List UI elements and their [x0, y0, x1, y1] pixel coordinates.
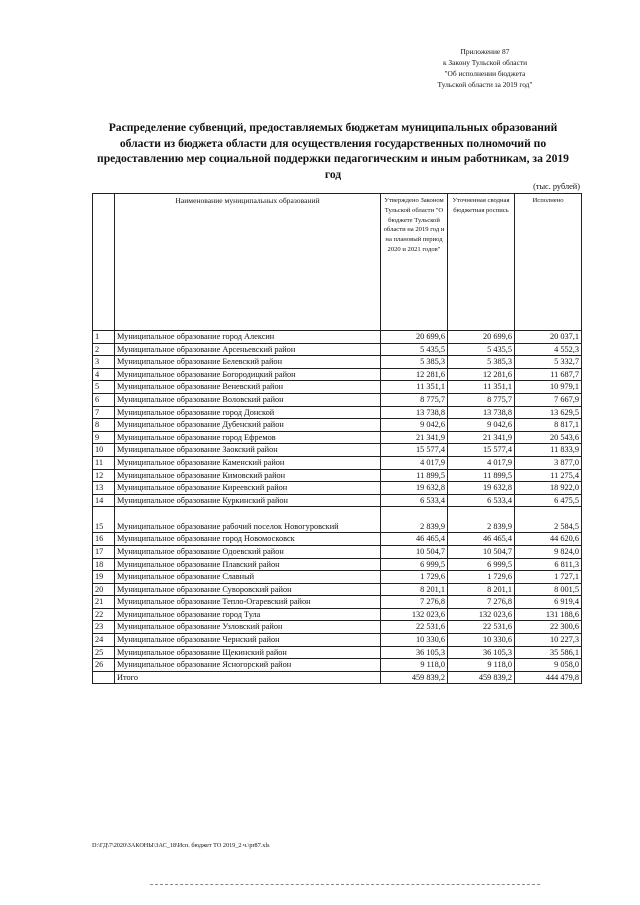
row-refined: 21 341,9	[448, 431, 515, 444]
row-index: 2	[93, 343, 115, 356]
row-approved: 15 577,4	[381, 444, 448, 457]
row-refined: 46 465,4	[448, 533, 515, 546]
row-name: Муниципальное образование город Алексин	[115, 331, 381, 344]
table-row	[93, 558, 582, 571]
row-approved: 22 531,6	[381, 621, 448, 634]
table-row	[93, 659, 582, 672]
row-index: 10	[93, 444, 115, 457]
row-name: Муниципальное образование Узловский район	[115, 621, 381, 634]
row-index: 16	[93, 533, 115, 546]
row-refined: 36 105,3	[448, 646, 515, 659]
row-name: Муниципальное образование город Тула	[115, 608, 381, 621]
appendix-line: Приложение 87	[460, 47, 510, 56]
row-executed: 3 877,0	[515, 456, 582, 469]
row-refined: 6 999,5	[448, 558, 515, 571]
row-name: Муниципальное образование Одоевский район	[115, 545, 381, 558]
table-header-row	[93, 194, 582, 331]
appendix-block	[400, 46, 570, 90]
row-name: Муниципальное образование Щекинский район	[115, 646, 381, 659]
units-label: (тыс. рублей)	[533, 182, 580, 191]
row-refined: 9 118,0	[448, 659, 515, 672]
row-refined: 1 729,6	[448, 571, 515, 584]
row-approved: 1 729,6	[381, 571, 448, 584]
row-approved: 8 201,1	[381, 583, 448, 596]
total-label: Итого	[115, 671, 381, 684]
row-executed: 35 586,1	[515, 646, 582, 659]
row-executed: 5 332,7	[515, 356, 582, 369]
row-refined: 2 839,9	[448, 507, 515, 533]
row-index: 24	[93, 634, 115, 647]
total-refined: 459 839,2	[448, 671, 515, 684]
table-row	[93, 419, 582, 432]
table-row	[93, 356, 582, 369]
row-index: 23	[93, 621, 115, 634]
row-executed: 11 275,4	[515, 469, 582, 482]
row-approved: 9 042,6	[381, 419, 448, 432]
table-row	[93, 393, 582, 406]
row-executed: 1 727,1	[515, 571, 582, 584]
row-executed: 11 687,7	[515, 368, 582, 381]
row-approved: 46 465,4	[381, 533, 448, 546]
row-refined: 10 330,6	[448, 634, 515, 647]
row-name: Муниципальное образование Чернский район	[115, 634, 381, 647]
row-name: Муниципальное образование Славный	[115, 571, 381, 584]
row-executed: 7 667,9	[515, 393, 582, 406]
header-approved: Утверждено Законом Тульской области "О бюджете Тульской области на 2019 год и на плановый период 2020 и 2021 годов"	[381, 194, 448, 331]
row-executed: 18 922,0	[515, 482, 582, 495]
table-row	[93, 381, 582, 394]
row-index: 17	[93, 545, 115, 558]
row-index: 8	[93, 419, 115, 432]
row-name: Муниципальное образование Белевский район	[115, 356, 381, 369]
row-approved: 36 105,3	[381, 646, 448, 659]
row-index: 7	[93, 406, 115, 419]
appendix-line: к Закону Тульской области	[442, 58, 528, 67]
row-index: 14	[93, 494, 115, 507]
row-refined: 15 577,4	[448, 444, 515, 457]
row-approved: 7 276,8	[381, 596, 448, 609]
row-index: 13	[93, 482, 115, 495]
row-name: Муниципальное образование Заокский район	[115, 444, 381, 457]
row-executed: 22 300,6	[515, 621, 582, 634]
row-name: Муниципальное образование Каменский район	[115, 456, 381, 469]
total-executed: 444 479,8	[515, 671, 582, 684]
row-executed: 8 817,1	[515, 419, 582, 432]
row-name: Муниципальное образование Воловский район	[115, 393, 381, 406]
table-row	[93, 469, 582, 482]
row-approved: 21 341,9	[381, 431, 448, 444]
table-row	[93, 494, 582, 507]
table-row	[93, 634, 582, 647]
row-name: Муниципальное образование Дубенский район	[115, 419, 381, 432]
table-row	[93, 571, 582, 584]
row-index: 15	[93, 507, 115, 533]
table-row	[93, 646, 582, 659]
row-approved: 11 899,5	[381, 469, 448, 482]
row-index: 25	[93, 646, 115, 659]
header-index	[93, 194, 115, 331]
table-row	[93, 456, 582, 469]
row-executed: 13 629,5	[515, 406, 582, 419]
row-executed: 11 833,9	[515, 444, 582, 457]
row-approved: 12 281,6	[381, 368, 448, 381]
header-refined: Уточненная сводная бюджетная роспись	[448, 194, 515, 331]
table-row	[93, 507, 582, 533]
row-approved: 8 775,7	[381, 393, 448, 406]
row-name: Муниципальное образование Киреевский район	[115, 482, 381, 495]
row-name: Муниципальное образование Куркинский район	[115, 494, 381, 507]
row-refined: 8 775,7	[448, 393, 515, 406]
table-row	[93, 331, 582, 344]
appendix-line: Тульской области за 2019 год"	[437, 80, 533, 89]
row-index: 5	[93, 381, 115, 394]
row-refined: 6 533,4	[448, 494, 515, 507]
row-executed: 44 620,6	[515, 533, 582, 546]
row-name: Муниципальное образование Ясногорский район	[115, 659, 381, 672]
row-name: Муниципальное образование Плавский район	[115, 558, 381, 571]
header-name: Наименование муниципальных образований	[115, 194, 381, 331]
row-index: 18	[93, 558, 115, 571]
table-row	[93, 482, 582, 495]
row-refined: 132 023,6	[448, 608, 515, 621]
table-row	[93, 621, 582, 634]
table-row	[93, 583, 582, 596]
table-row	[93, 608, 582, 621]
row-approved: 10 330,6	[381, 634, 448, 647]
row-refined: 5 385,3	[448, 356, 515, 369]
table-row	[93, 533, 582, 546]
row-approved: 2 839,9	[381, 507, 448, 533]
row-executed: 6 475,5	[515, 494, 582, 507]
row-approved: 13 738,8	[381, 406, 448, 419]
row-name: Муниципальное образование рабочий поселок Новогуровский	[115, 507, 381, 533]
row-executed: 6 811,3	[515, 558, 582, 571]
row-index: 20	[93, 583, 115, 596]
row-name: Муниципальное образование город Ефремов	[115, 431, 381, 444]
table-row	[93, 431, 582, 444]
row-executed: 6 919,4	[515, 596, 582, 609]
row-refined: 5 435,5	[448, 343, 515, 356]
row-executed: 20 543,6	[515, 431, 582, 444]
total-row	[93, 671, 582, 684]
table-row	[93, 343, 582, 356]
page-divider	[150, 884, 540, 885]
row-approved: 132 023,6	[381, 608, 448, 621]
row-approved: 9 118,0	[381, 659, 448, 672]
row-name: Муниципальное образование Богородицкий район	[115, 368, 381, 381]
row-approved: 6 533,4	[381, 494, 448, 507]
row-name: Муниципальное образование Тепло-Огаревский район	[115, 596, 381, 609]
row-index: 22	[93, 608, 115, 621]
row-refined: 11 351,1	[448, 381, 515, 394]
row-refined: 20 699,6	[448, 331, 515, 344]
row-refined: 9 042,6	[448, 419, 515, 432]
row-executed: 131 188,6	[515, 608, 582, 621]
row-executed: 9 824,0	[515, 545, 582, 558]
row-executed: 10 227,3	[515, 634, 582, 647]
row-approved: 20 699,6	[381, 331, 448, 344]
row-index: 6	[93, 393, 115, 406]
row-approved: 10 504,7	[381, 545, 448, 558]
row-executed: 2 584,5	[515, 507, 582, 533]
total-approved: 459 839,2	[381, 671, 448, 684]
table-row	[93, 596, 582, 609]
row-approved: 19 632,8	[381, 482, 448, 495]
row-index: 19	[93, 571, 115, 584]
row-executed: 4 552,3	[515, 343, 582, 356]
row-index: 9	[93, 431, 115, 444]
row-name: Муниципальное образование Веневский район	[115, 381, 381, 394]
subsidy-table	[92, 193, 582, 684]
row-executed: 9 058,0	[515, 659, 582, 672]
row-approved: 6 999,5	[381, 558, 448, 571]
row-index: 11	[93, 456, 115, 469]
row-refined: 11 899,5	[448, 469, 515, 482]
row-name: Муниципальное образование Суворовский район	[115, 583, 381, 596]
row-executed: 10 979,1	[515, 381, 582, 394]
row-approved: 4 017,9	[381, 456, 448, 469]
row-refined: 8 201,1	[448, 583, 515, 596]
row-approved: 11 351,1	[381, 381, 448, 394]
row-name: Муниципальное образование Арсеньевский район	[115, 343, 381, 356]
total-index	[93, 671, 115, 684]
appendix-line: "Об исполнении бюджета	[444, 69, 526, 78]
row-refined: 22 531,6	[448, 621, 515, 634]
row-name: Муниципальное образование Кимовский район	[115, 469, 381, 482]
row-index: 1	[93, 331, 115, 344]
row-executed: 20 037,1	[515, 331, 582, 344]
row-refined: 4 017,9	[448, 456, 515, 469]
row-name: Муниципальное образование город Новомосковск	[115, 533, 381, 546]
table-row	[93, 545, 582, 558]
file-path-footer: D:\ГД\7\2020\ЗАКОНЫ\ЗАС_18\Исп. бюджет ТО 2019_2 ч.\pr87.xls	[92, 842, 270, 849]
row-executed: 8 001,5	[515, 583, 582, 596]
header-executed: Исполнено	[515, 194, 582, 331]
row-index: 26	[93, 659, 115, 672]
row-name: Муниципальное образование город Донской	[115, 406, 381, 419]
table-row	[93, 406, 582, 419]
row-approved: 5 385,3	[381, 356, 448, 369]
row-refined: 7 276,8	[448, 596, 515, 609]
table-row	[93, 444, 582, 457]
row-refined: 12 281,6	[448, 368, 515, 381]
row-index: 21	[93, 596, 115, 609]
row-index: 4	[93, 368, 115, 381]
row-index: 3	[93, 356, 115, 369]
row-refined: 19 632,8	[448, 482, 515, 495]
row-index: 12	[93, 469, 115, 482]
table-row	[93, 368, 582, 381]
row-refined: 10 504,7	[448, 545, 515, 558]
document-title: Распределение субвенций, предоставляемых бюджетам муниципальных образований области из бюджета области для осуществления государственных полномочий по предоставлению мер социальной поддержки педагогическим и иным работникам, за 2019 год	[97, 121, 569, 181]
row-refined: 13 738,8	[448, 406, 515, 419]
row-approved: 5 435,5	[381, 343, 448, 356]
